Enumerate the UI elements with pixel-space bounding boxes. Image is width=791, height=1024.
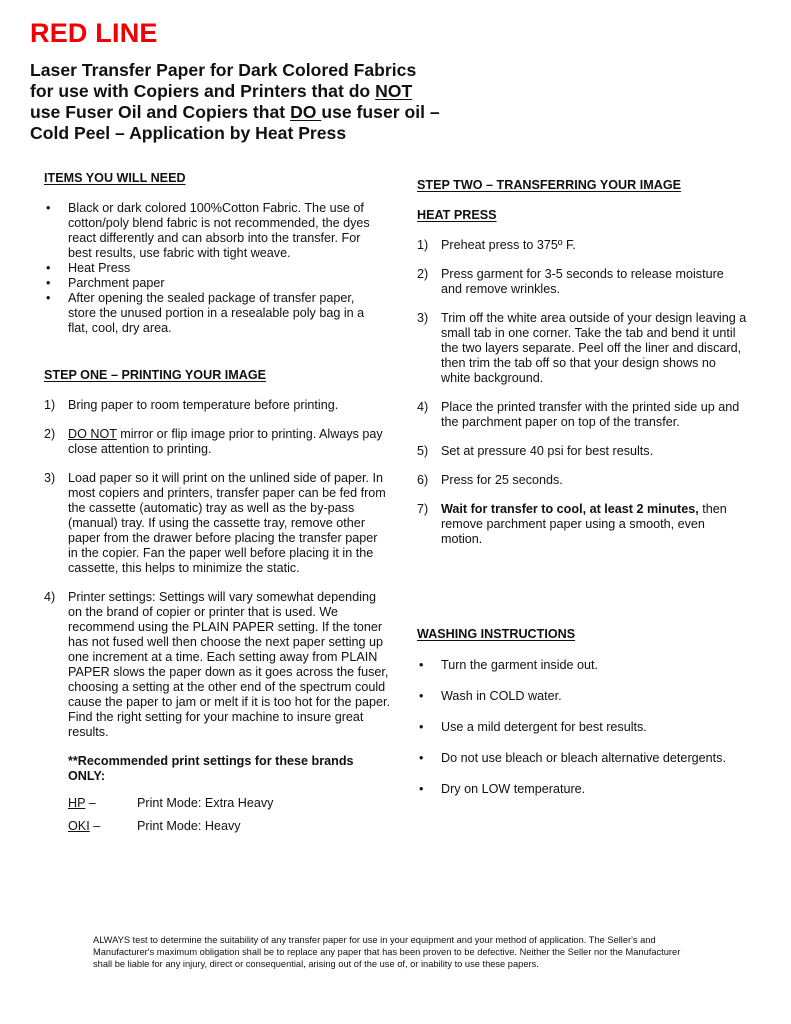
brand-label (68, 819, 137, 834)
step-number: 1) (44, 398, 56, 412)
list-item (44, 261, 379, 276)
disclaimer: ALWAYS test to determine the suitability of any transfer paper for use in your equipment and your method of application. The Seller's and Manufacturer's maximum obligation shall be to replace any paper that has been proven to be defective. Neither the Seller nor the Manufacturer shall be liable for any injury, direct or consequential, arising out of the use of, or inability to use these papers. (93, 935, 681, 969)
bullet-icon: • (46, 276, 51, 290)
title-line-3-tail: use fuser oil – (321, 102, 440, 122)
step-item (417, 267, 747, 297)
heat-press-heading: HEAT PRESS (417, 208, 497, 222)
step-number: 7) (417, 502, 429, 516)
items-heading: ITEMS YOU WILL NEED (44, 171, 186, 185)
step-text: Press for 25 seconds. (441, 473, 563, 487)
step-emphasis: DO NOT (68, 427, 117, 441)
bullet-icon: • (46, 261, 51, 275)
step-item (44, 427, 390, 457)
step-text: Set at pressure 40 psi for best results. (441, 444, 654, 458)
step-text: Press garment for 3-5 seconds to release moisture and remove wrinkles. (441, 267, 724, 296)
step-text: Bring paper to room temperature before printing. (68, 398, 339, 412)
brand-row-hp (68, 796, 390, 811)
bullet-icon: • (46, 291, 51, 305)
list-item-text: Heat Press (68, 261, 131, 275)
step-text: Place the printed transfer with the printed side up and the parchment paper on top of the transfer. (441, 400, 740, 429)
brand-dash: – (89, 819, 101, 833)
brand-print-mode: Print Mode: Heavy (137, 819, 241, 833)
brand-name: HP (68, 796, 86, 810)
title-line-1: Laser Transfer Paper for Dark Colored Fabrics (30, 60, 417, 80)
bullet-icon: • (419, 782, 424, 796)
title-line-4: Cold Peel – Application by Heat Press (30, 123, 347, 143)
step-number: 2) (417, 267, 429, 281)
document-title (30, 60, 470, 144)
title-line-2 (30, 81, 470, 102)
step-item (44, 471, 390, 576)
step-item (417, 400, 747, 430)
list-item (44, 291, 379, 336)
brand-dash: – (85, 796, 96, 810)
step-one-heading: STEP ONE – PRINTING YOUR IMAGE (44, 368, 267, 382)
step-number: 4) (44, 590, 56, 604)
step-number: 1) (417, 238, 429, 252)
list-item-text: Turn the garment inside out. (441, 658, 599, 672)
list-item (417, 689, 757, 704)
list-item (44, 201, 379, 261)
step-item (417, 311, 747, 386)
step-text: then remove parchment paper using a smooth, even motion. (441, 502, 727, 546)
step-two-list (417, 238, 747, 547)
brand-name: OKI (68, 819, 90, 833)
bullet-icon: • (419, 658, 424, 672)
list-item (417, 782, 757, 797)
brand-row-oki (68, 819, 390, 834)
step-one-list (44, 398, 390, 834)
recommended-settings-note: **Recommended print settings for these brands ONLY: (68, 754, 354, 783)
brand-print-mode: Print Mode: Extra Heavy (137, 796, 274, 810)
bullet-icon: • (46, 201, 51, 215)
bullet-icon: • (419, 751, 424, 765)
step-text: mirror or flip image prior to printing. Always pay close attention to printing. (68, 427, 383, 456)
step-text: Printer settings: Settings will vary somewhat depending on the brand of copier or printer that is used. We recommend using the PLAIN PAPER setting. If the toner has not fused well then choose the next paper setting up one increment at a time. Each setting away from PLAIN PAPER slows the paper down as it goes across the fuser, choosing a setting at the other end of the spectrum could cause the paper to jam or melt if it is too hot for the paper. Find the right setting for your machine to insure great results. (68, 590, 391, 739)
brand-logo: RED LINE (30, 18, 158, 48)
step-emphasis: Wait for transfer to cool, at least 2 minutes, (441, 502, 699, 516)
step-item (44, 590, 390, 834)
list-item-text: Do not use bleach or bleach alternative detergents. (441, 751, 726, 765)
list-item-text: Use a mild detergent for best results. (441, 720, 647, 734)
washing-heading: WASHING INSTRUCTIONS (417, 627, 576, 641)
list-item-text: Dry on LOW temperature. (441, 782, 586, 796)
step-text: Preheat press to 375º F. (441, 238, 576, 252)
step-number: 6) (417, 473, 429, 487)
washing-list (417, 658, 757, 797)
title-emphasis-not: NOT (375, 81, 413, 101)
bullet-icon: • (419, 689, 424, 703)
list-item (417, 720, 757, 735)
list-item-text: Black or dark colored 100%Cotton Fabric. The use of cotton/poly blend fabric is not recommended, the dyes react differently and can absorb into the transfer. For best results, use fabric with tight weave. (68, 201, 370, 260)
step-item (417, 444, 747, 459)
step-number: 5) (417, 444, 429, 458)
list-item-text: After opening the sealed package of transfer paper, store the unused portion in a resealable poly bag in a flat, cool, dry area. (68, 291, 365, 335)
list-item (44, 276, 379, 291)
step-two-heading: STEP TWO – TRANSFERRING YOUR IMAGE (417, 178, 682, 192)
brand-label (68, 796, 137, 811)
step-text: Trim off the white area outside of your design leaving a small tab in one corner. Take the tab and bend it until the two layers separate. Peel off the liner and discard, then trim the tab off so that your design shows no white background. (441, 311, 747, 385)
title-line-3 (30, 102, 470, 123)
step-text: Load paper so it will print on the unlined side of paper. In most copiers and printers, transfer paper can be fed from the cassette (automatic) tray as well as the by-pass (manual) tray. If using the cassette tray, remove other paper from the drawer before placing the transfer paper in the copier. Fan the paper well before placing it in the cassette, this helps to minimize the static. (68, 471, 386, 575)
step-number: 3) (417, 311, 429, 325)
step-item (417, 473, 747, 488)
list-item (417, 751, 757, 766)
list-item (417, 658, 757, 673)
list-item-text: Wash in COLD water. (441, 689, 562, 703)
step-item (417, 238, 747, 253)
title-line-3-text: use Fuser Oil and Copiers that (30, 102, 291, 122)
step-number: 4) (417, 400, 429, 414)
step-number: 3) (44, 471, 56, 485)
step-item (44, 398, 390, 413)
bullet-icon: • (419, 720, 424, 734)
step-item (417, 502, 747, 547)
title-emphasis-do: DO (290, 102, 322, 122)
title-line-2-text: for use with Copiers and Printers that do (30, 81, 376, 101)
items-list (44, 201, 379, 336)
step-number: 2) (44, 427, 56, 441)
list-item-text: Parchment paper (68, 276, 165, 290)
